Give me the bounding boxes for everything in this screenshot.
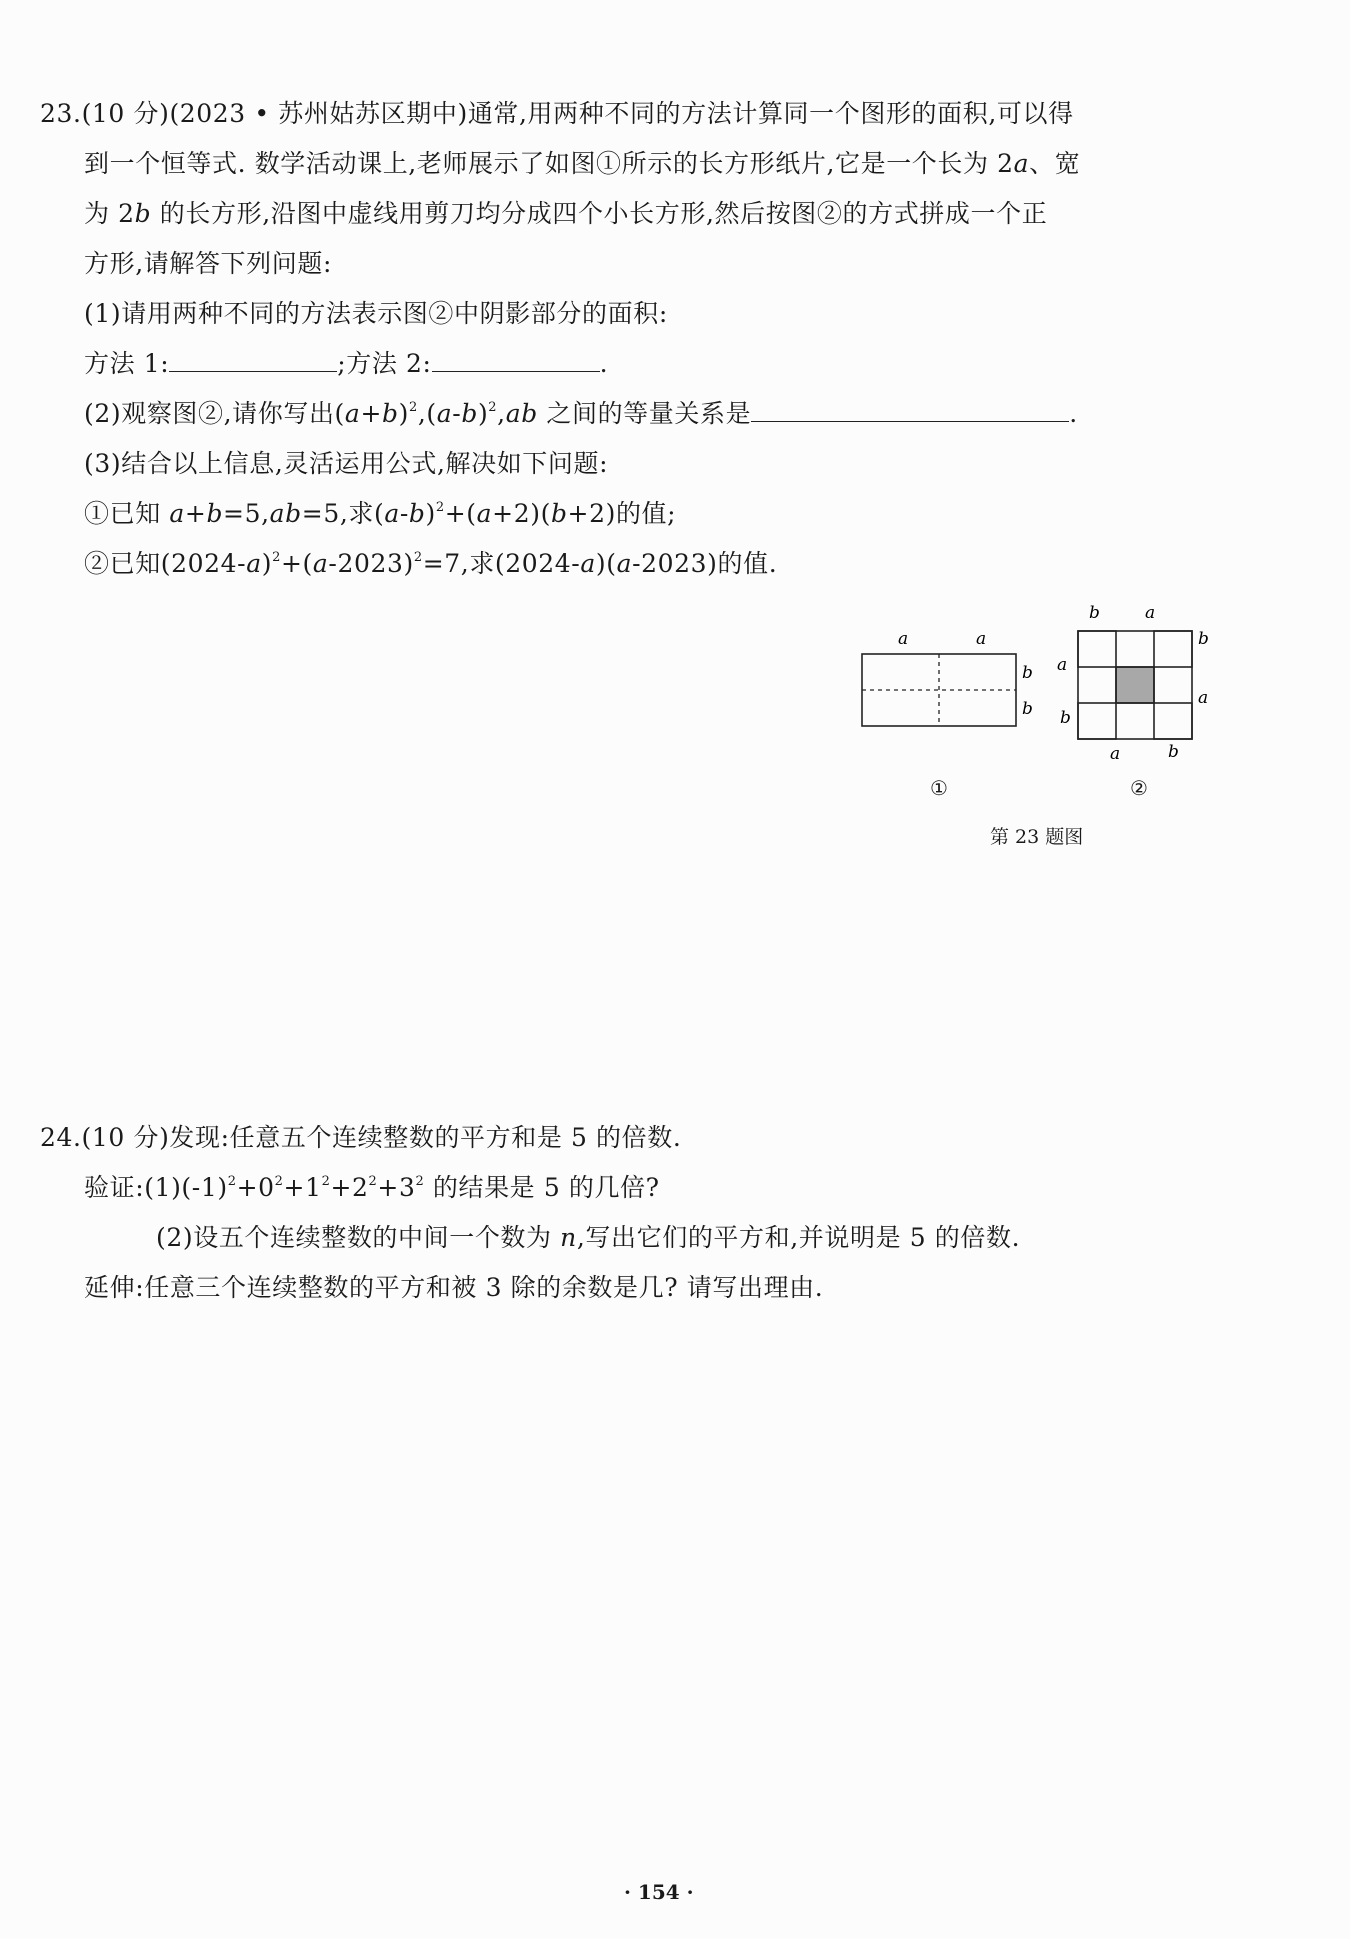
q23-stem-line3-end: 的长方形,沿图中虚线用剪刀均分成四个小长方形,然后按图②的方式拼成一个正 <box>151 199 1048 228</box>
part2-sep: ,( <box>417 399 437 428</box>
fig2-rect-top <box>1078 631 1192 667</box>
var-a: a <box>436 399 453 428</box>
fig2-top-label-2: a <box>1145 603 1156 623</box>
q23-stem-line1: 通常,用两种不同的方法计算同一个图形的面积,可以得 <box>467 99 1074 128</box>
var-a: a <box>616 549 633 578</box>
q23-sub1 <box>84 498 676 530</box>
close-paren: ) <box>425 499 436 528</box>
figure-2-label: ② <box>1130 776 1148 800</box>
sub1-text: ①已知 <box>84 499 170 528</box>
sub2-text4: =7,求(2024- <box>422 549 581 578</box>
verify-term-1: +1 <box>283 1173 322 1202</box>
method2-blank[interactable] <box>432 349 600 372</box>
exponent: 2 <box>227 1174 237 1189</box>
plus-sign: + <box>184 499 207 528</box>
var-a: a <box>1013 149 1030 178</box>
close-paren: ) <box>261 549 273 578</box>
method2-label: ;方法 2: <box>337 349 432 378</box>
verify-question: 的结果是 5 的几倍? <box>424 1173 660 1202</box>
verify-text: 验证:(1)(-1) <box>84 1173 228 1202</box>
fig2-right-label-2: a <box>1198 688 1209 708</box>
q23-part1-methods <box>84 348 608 380</box>
fig2-shaded-square <box>1116 667 1154 703</box>
var-a: a <box>344 399 361 428</box>
q23-source: (2023 • 苏州姑苏区期中) <box>169 99 468 128</box>
q24-line1 <box>40 1122 681 1154</box>
exponent: 2 <box>415 1174 425 1189</box>
var-a: a <box>580 549 596 578</box>
fig2-rect-left <box>1078 631 1116 739</box>
q23-part1 <box>84 298 668 330</box>
sub2-text5: )( <box>595 549 617 578</box>
exponent: 2 <box>272 550 281 565</box>
page-number: · 154 · <box>624 1880 694 1904</box>
q23-line1 <box>40 98 1074 130</box>
fig2-top-label-1: b <box>1089 603 1100 623</box>
fig1-top-label-2: a <box>976 629 987 649</box>
sub1-text2: =5, <box>223 499 270 528</box>
exponent: 2 <box>488 400 498 415</box>
verify-term-3: +3 <box>377 1173 416 1202</box>
q23-part2 <box>84 398 1078 430</box>
var-ab: ab <box>269 499 302 528</box>
sub2-text2: +( <box>280 549 313 578</box>
part3-text: (3)结合以上信息,灵活运用公式,解决如下问题: <box>84 449 609 478</box>
fig2-rect-right <box>1154 631 1192 739</box>
figure-2 <box>1045 598 1225 773</box>
exponent: 2 <box>435 500 445 515</box>
verify-term-0: +0 <box>236 1173 275 1202</box>
var-a: a <box>476 499 493 528</box>
var-b: b <box>461 399 478 428</box>
fig2-rect-bottom <box>1078 703 1192 739</box>
var-ab: ab <box>505 399 538 428</box>
method-end: . <box>599 349 609 378</box>
method1-blank[interactable] <box>169 349 337 372</box>
sub2-text: ②已知(2024- <box>84 549 247 578</box>
q23-stem-line3: 为 2 <box>84 199 135 228</box>
fig1-right-label-1: b <box>1022 663 1033 683</box>
fig1-right-label-2: b <box>1022 699 1033 719</box>
plus-sign: + <box>360 399 382 428</box>
close-paren: ) <box>398 399 409 428</box>
q23-line2 <box>84 148 1080 180</box>
q24-discovery: 24.(10 分)发现:任意五个连续整数的平方和是 5 的倍数. <box>40 1123 682 1152</box>
var-a: a <box>312 549 329 578</box>
fig2-bottom-label-2: b <box>1168 742 1179 762</box>
q23-line4 <box>84 248 332 280</box>
exponent: 2 <box>321 1174 331 1189</box>
fig2-bottom-label-1: a <box>1110 744 1121 764</box>
exponent: 2 <box>408 400 418 415</box>
fig2-right-label-1: b <box>1198 629 1209 649</box>
part2-text: (2)观察图②,请你写出( <box>84 399 345 428</box>
sub2-text3: -2023) <box>328 549 414 578</box>
q23-stem-line2-end: 、宽 <box>1029 149 1081 178</box>
sub1-text3: =5,求( <box>301 499 385 528</box>
close-paren: ) <box>477 399 489 428</box>
relation-blank[interactable] <box>751 399 1069 422</box>
var-a: a <box>246 549 262 578</box>
sub1-text6: +2)的值; <box>567 499 677 528</box>
q24-part2-text: (2)设五个连续整数的中间一个数为 <box>156 1223 561 1252</box>
verify-term-2: +2 <box>330 1173 369 1202</box>
minus-sign: - <box>452 399 462 428</box>
part2-text2: 之间的等量关系是 <box>537 399 752 428</box>
q24-verify <box>84 1172 660 1204</box>
var-b: b <box>408 499 426 528</box>
q23-stem-line2: 到一个恒等式. 数学活动课上,老师展示了如图①所示的长方形纸片,它是一个长为 2 <box>84 149 1014 178</box>
fig2-left-label-1: a <box>1057 655 1068 675</box>
q23-line3 <box>84 198 1047 230</box>
sub2-text6: -2023)的值. <box>632 549 778 578</box>
exponent: 2 <box>274 1174 284 1189</box>
part2-comma: , <box>497 399 506 428</box>
q23-stem-line4: 方形,请解答下列问题: <box>84 249 332 278</box>
method1-label: 方法 1: <box>84 349 170 378</box>
figure-caption: 第 23 题图 <box>990 826 1084 848</box>
q24-part2-text2: ,写出它们的平方和,并说明是 5 的倍数. <box>576 1223 1021 1252</box>
q24-extend <box>84 1272 823 1304</box>
minus-sign: - <box>399 499 409 528</box>
figure-1 <box>850 620 1050 740</box>
var-n: n <box>560 1223 577 1252</box>
q24-extend-text: 延伸:任意三个连续整数的平方和被 3 除的余数是几? 请写出理由. <box>84 1273 824 1302</box>
q23-part1-text: (1)请用两种不同的方法表示图②中阴影部分的面积: <box>84 299 668 328</box>
var-a: a <box>384 499 400 528</box>
var-b: b <box>382 399 399 428</box>
exponent: 2 <box>368 1174 378 1189</box>
sub1-text4: +( <box>444 499 477 528</box>
var-b: b <box>206 499 224 528</box>
var-a: a <box>169 499 185 528</box>
q23-score: (10 分) <box>81 99 170 128</box>
figure-1-label: ① <box>930 776 948 800</box>
part2-end: . <box>1069 399 1078 428</box>
q23-number: 23. <box>40 99 82 128</box>
var-b: b <box>134 199 152 228</box>
fig2-left-label-2: b <box>1060 708 1071 728</box>
var-b: b <box>550 499 568 528</box>
q24-part2 <box>156 1222 1020 1254</box>
exponent: 2 <box>413 550 423 565</box>
q23-part3 <box>84 448 608 480</box>
fig1-top-label-1: a <box>898 629 909 649</box>
sub1-text5: +2)( <box>492 499 551 528</box>
q23-sub2 <box>84 548 777 580</box>
